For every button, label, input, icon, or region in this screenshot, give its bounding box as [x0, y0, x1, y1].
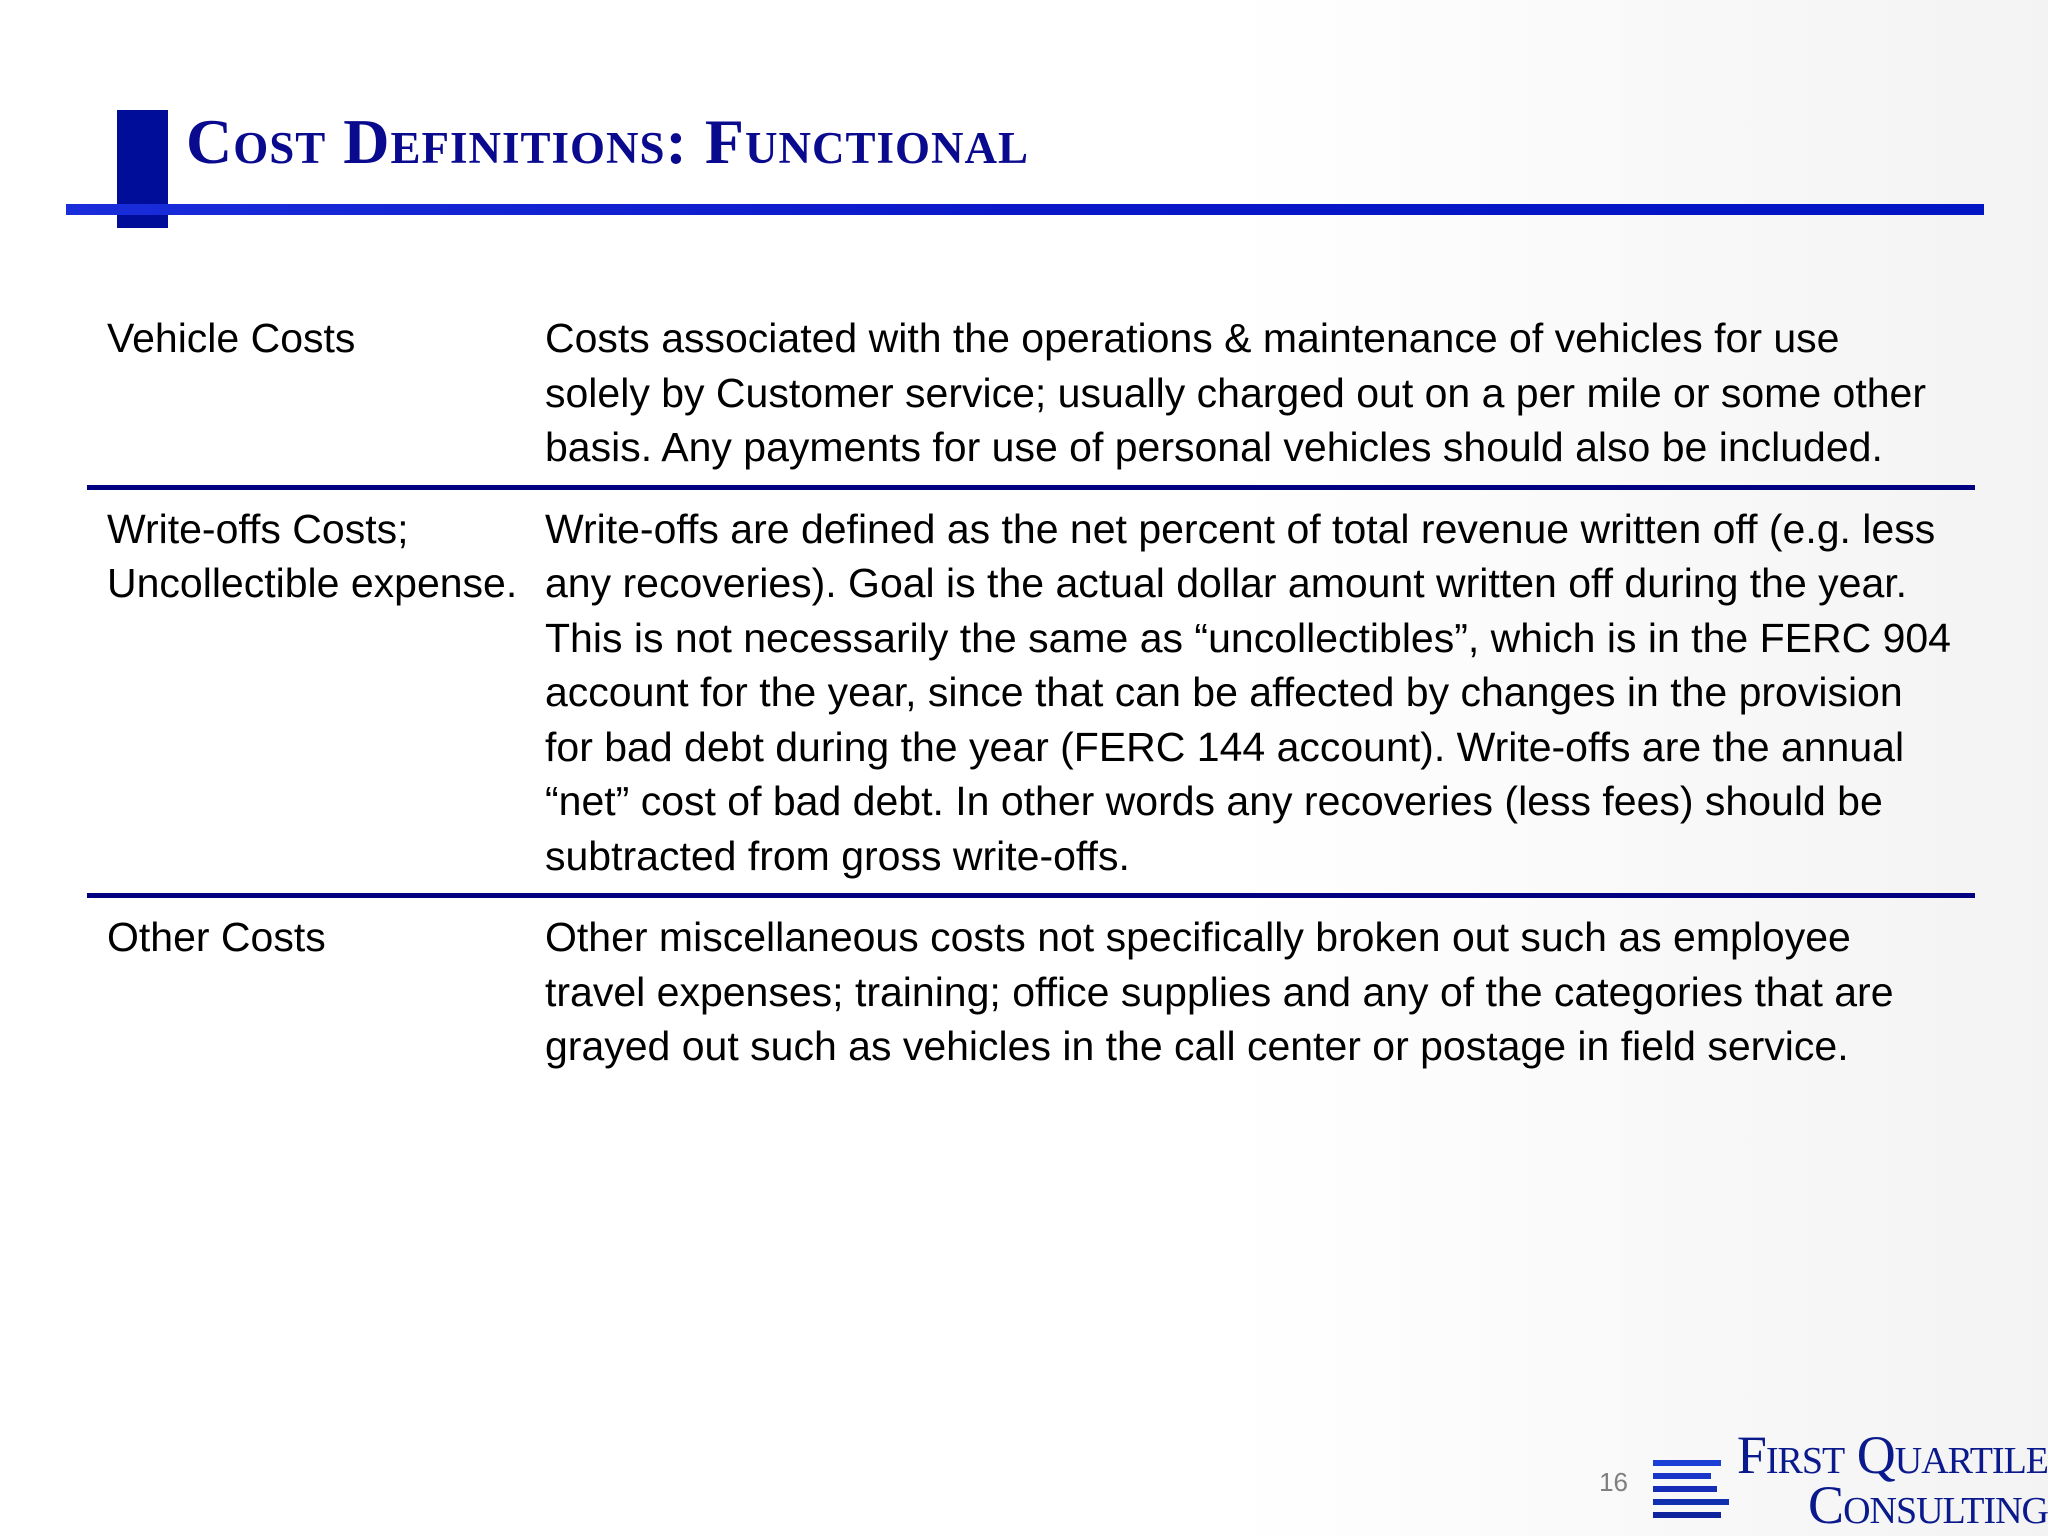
definition-description: Costs associated with the operations & maintenance of vehicles for use solely by Customer service; usually charged out on a per mile or some other basis. Any payments for use of personal vehicles should also be included.	[545, 315, 1926, 470]
company-logo	[1645, 1426, 2048, 1536]
logo-line-1: First Quartile	[1736, 1425, 2048, 1485]
page-number: 16	[1599, 1467, 1628, 1497]
logo-line-2: Consulting	[1808, 1475, 2048, 1535]
title-underline-rule	[66, 204, 1984, 215]
definition-term: Other Costs	[107, 914, 326, 960]
definition-description: Other miscellaneous costs not specifically broken out such as employee travel expenses; training; office supplies and any of the categories that are grayed out such as vehicles in the call center or postage in field service.	[545, 914, 1894, 1069]
definition-row-vehicle-costs	[87, 305, 1975, 490]
definitions-table	[87, 305, 1975, 1084]
page-title: Cost Definitions: Functional	[186, 106, 1029, 177]
definition-row-other-costs	[87, 898, 1975, 1084]
definition-term: Vehicle Costs	[107, 315, 356, 361]
definition-description: Write-offs are defined as the net percent of total revenue written off (e.g. less any recoveries). Goal is the actual dollar amount written off during the year. This is not necessarily the same as “uncollectibles”, which is in the FERC 904 account for the year, since that can be affected by changes in the provision for bad debt during the year (FERC 144 account). Write-offs are the annual “net” cost of bad debt. In other words any recoveries (less fees) should be subtracted from gross write-offs.	[545, 505, 1951, 879]
logo-wordmark	[1715, 1425, 2048, 1535]
definition-term: Write-offs Costs; Uncollectible expense.	[107, 505, 518, 606]
definition-row-write-offs	[87, 490, 1975, 899]
